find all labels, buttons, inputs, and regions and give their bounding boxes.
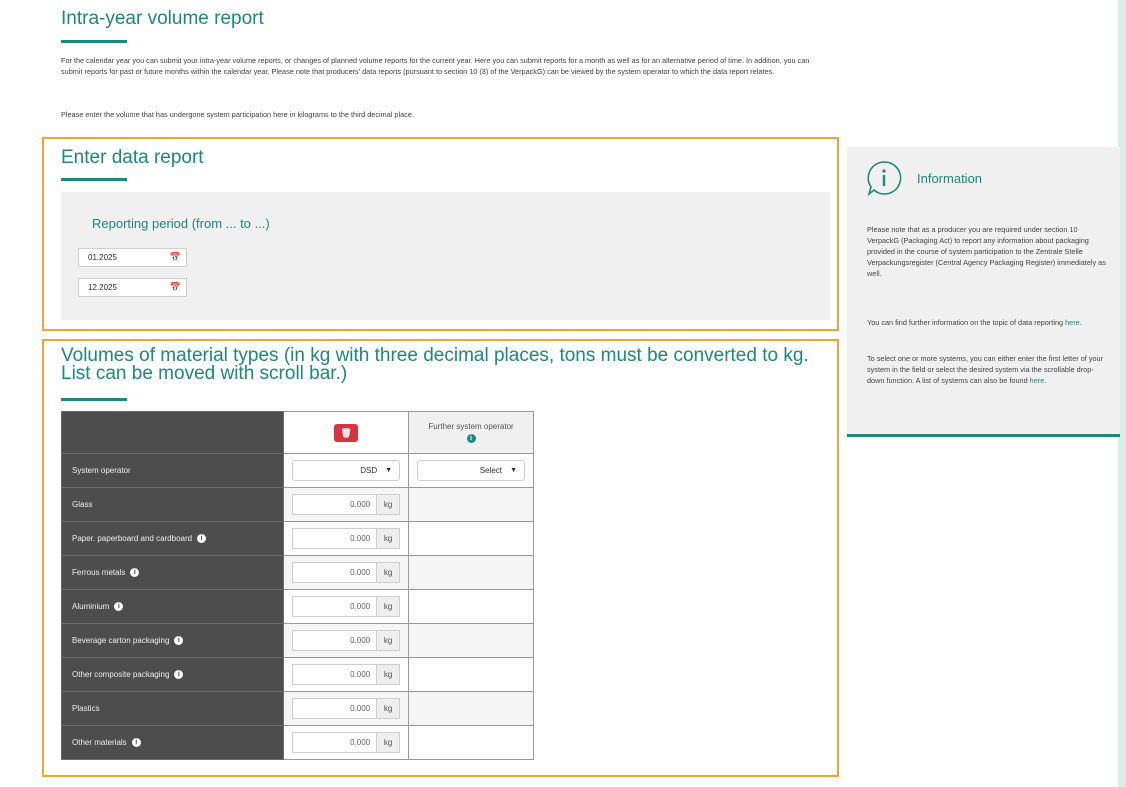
info-icon[interactable]: i: [130, 568, 139, 577]
reporting-period-title: Reporting period (from ... to ...): [92, 216, 270, 231]
material-label-text: Other materials: [72, 737, 127, 747]
further-value-cell: [409, 556, 534, 590]
info-icon[interactable]: i: [467, 434, 476, 443]
further-value-cell: [409, 590, 534, 624]
information-panel: [847, 147, 1120, 437]
reporting-period-panel: [61, 192, 830, 320]
chevron-down-icon: ▼: [385, 467, 393, 474]
material-label: [62, 522, 284, 556]
info-icon: [866, 160, 902, 196]
table-row: [62, 692, 534, 726]
info-icon[interactable]: i: [132, 738, 141, 747]
info-icon[interactable]: i: [197, 534, 206, 543]
material-value-cell: [284, 556, 409, 590]
volume-value: 0.000: [350, 670, 371, 679]
table-row: [62, 522, 534, 556]
further-value-cell: [409, 726, 534, 760]
material-value-cell: [284, 590, 409, 624]
material-label-text: Other composite packaging: [72, 669, 170, 679]
material-value-cell: [284, 726, 409, 760]
volumes-title: Volumes of material types (in kg with three decimal places, tons must be converted to kg. List can be moved with scroll bar.): [61, 345, 809, 384]
material-label-text: Glass: [72, 500, 93, 509]
volume-value: 0.000: [350, 568, 371, 577]
glass-volume-input[interactable]: [292, 494, 400, 515]
material-label-text: Aluminium: [72, 601, 110, 611]
aluminium-volume-input[interactable]: [292, 596, 400, 617]
beverage-carton-volume-input[interactable]: [292, 630, 400, 651]
other-composite-volume-input[interactable]: [292, 664, 400, 685]
material-label: [62, 692, 284, 726]
table-row: [62, 454, 534, 488]
ferrous-volume-input[interactable]: [292, 562, 400, 583]
further-value-cell: [409, 624, 534, 658]
material-value-cell: [284, 522, 409, 556]
material-value-cell: [284, 692, 409, 726]
calendar-icon[interactable]: 📅: [169, 252, 181, 262]
info-icon[interactable]: i: [174, 670, 183, 679]
page-title: Intra-year volume report: [61, 8, 264, 29]
material-value-cell: [284, 624, 409, 658]
info-icon[interactable]: i: [174, 636, 183, 645]
unit-label: kg: [376, 631, 399, 650]
table-row: [62, 488, 534, 522]
further-info-prefix: You can find further information on the topic of data reporting: [867, 318, 1066, 327]
system-operator-select[interactable]: [292, 460, 400, 481]
unit-label: kg: [376, 733, 399, 752]
material-label-text: Beverage carton packaging: [72, 635, 170, 645]
material-label: [62, 658, 284, 692]
header-label-cell: [62, 412, 284, 454]
material-label: [62, 590, 284, 624]
intro-paragraph: For the calendar year you can submit your intra-year volume reports, or changes of planned volume reports for the current year. Here you can submit reports for a month as well as for an alternative period of time. In addition, you can submit reports for past or future months within the calendar year. Please note that producers' data reports (pursuant to section 10 (3) of the VerpackG) can be viewed by the system operator to which the data report relates.: [61, 56, 810, 76]
further-operator-value: Select: [479, 466, 503, 475]
material-value-cell: [284, 488, 409, 522]
system-operator-label: System operator: [62, 454, 284, 488]
enter-report-title: Enter data report: [61, 147, 204, 168]
system-operator-value: DSD: [360, 466, 378, 475]
further-info-link[interactable]: here: [1065, 318, 1080, 327]
table-row: [62, 726, 534, 760]
table-header-row: [62, 412, 534, 454]
systems-list-prefix: To select one or more systems, you can either enter the first letter of your system in the field or select the desired system via the scrollable drop-down function. A list of systems can also be found: [867, 354, 1104, 385]
trash-icon: 🗑: [340, 427, 352, 438]
table-row: [62, 590, 534, 624]
further-select-cell: [409, 454, 534, 488]
date-to-field[interactable]: [78, 278, 187, 297]
table-row: [62, 624, 534, 658]
header-further-operator-cell: [409, 412, 534, 454]
volume-value: 0.000: [350, 738, 371, 747]
enter-report-underline: [61, 178, 127, 181]
further-value-cell: [409, 658, 534, 692]
table-row: [62, 658, 534, 692]
material-label-text: Plastics: [72, 704, 100, 713]
information-title: Information: [917, 171, 983, 186]
systems-list-text: To select one or more systems, you can either enter the first letter of your system in the field or select the desired system via the scrollable drop-down function. A list of systems can also be found here.: [867, 354, 1104, 385]
unit-label: kg: [376, 665, 399, 684]
date-from-value: 01.2025: [88, 253, 117, 262]
calendar-icon[interactable]: 📅: [169, 282, 181, 292]
unit-label: kg: [376, 529, 399, 548]
volume-value: 0.000: [350, 500, 371, 509]
further-operator-label: Further system operator: [428, 421, 514, 431]
material-label-text: Ferrous metals: [72, 567, 126, 577]
volume-value: 0.000: [350, 534, 371, 543]
further-value-cell: [409, 488, 534, 522]
material-label: [62, 624, 284, 658]
further-value-cell: [409, 692, 534, 726]
table-row: [62, 556, 534, 590]
delete-operator-button[interactable]: [334, 424, 358, 442]
title-underline: [61, 40, 127, 43]
chevron-down-icon: ▼: [510, 467, 518, 474]
material-label-text: Paper. paperboard and cardboard: [72, 533, 193, 543]
material-value-cell: [284, 658, 409, 692]
unit-label: kg: [376, 699, 399, 718]
material-label: [62, 488, 284, 522]
material-label: [62, 726, 284, 760]
header-operator-cell: [284, 412, 409, 454]
volumes-underline: [61, 398, 127, 401]
date-to-value: 12.2025: [88, 283, 117, 292]
further-operator-select[interactable]: [417, 460, 525, 481]
plastics-volume-input[interactable]: [292, 698, 400, 719]
unit-label: kg: [376, 597, 399, 616]
further-value-cell: [409, 522, 534, 556]
further-info-text: You can find further information on the topic of data reporting here.: [867, 318, 1082, 327]
other-materials-volume-input[interactable]: [292, 732, 400, 753]
paper-volume-input[interactable]: [292, 528, 400, 549]
unit-label: kg: [376, 495, 399, 514]
material-volumes-table: [61, 411, 534, 760]
systems-list-link[interactable]: here: [1029, 376, 1045, 385]
volume-value: 0.000: [350, 704, 371, 713]
material-label: [62, 556, 284, 590]
info-icon[interactable]: i: [114, 602, 123, 611]
volume-value: 0.000: [350, 602, 371, 611]
volume-value: 0.000: [350, 636, 371, 645]
information-text: Please note that as a producer you are required under section 10 VerpackG (Packaging Act) to report any information about packaging provided in the course of system participation to the Zentrale Stelle Verpackungsregister (Central Agency Packaging Register) immediately as well.: [867, 225, 1106, 278]
instruction-text: Please enter the volume that has undergone system participation here in kilograms to the third decimal place.: [61, 110, 414, 119]
date-from-field[interactable]: [78, 248, 187, 267]
unit-label: kg: [376, 563, 399, 582]
operator-select-cell: [284, 454, 409, 488]
